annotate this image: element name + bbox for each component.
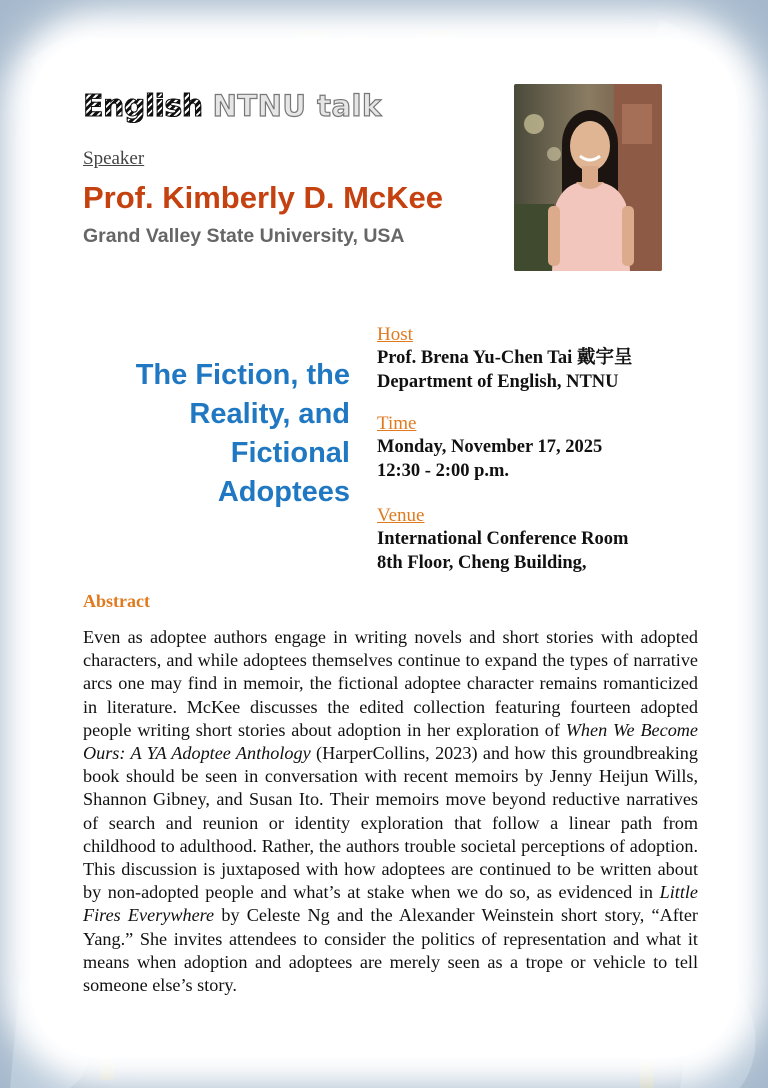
logo-ntnu-talk-word: NTNU talk [212, 89, 382, 123]
speaker-name: Prof. Kimberly D. McKee [83, 180, 444, 215]
host-department: Department of English, NTNU [377, 372, 619, 392]
abstract-text [83, 626, 698, 997]
time-label: Time [377, 413, 417, 434]
time-date: Monday, November 17, 2025 [377, 437, 603, 457]
talk-title-line: Reality, and [189, 398, 350, 430]
speaker-label: Speaker [83, 148, 145, 169]
talk-title-line: Fictional [230, 437, 350, 469]
venue-room: International Conference Room [377, 529, 629, 549]
logo-english-word: English [83, 88, 203, 124]
abstract-part-2: (HarperCollins, 2023) and how this groundbreaking book should be seen in conversation with recent memoirs by Jenny Heijun Wills, Shannon Gibney, and Susan Ito. Their memoirs move beyond reductive narratives of search and reunion or identity exploration that follow a linear path from childhood to adulthood. Rather, the authors trouble societal perceptions of adoption. This discussion is juxtaposed with how adoptees are continued to be written about by non-adopted people and what’s at stake when we do so, as evidenced in [83, 743, 698, 903]
english-ntnu-talk-logo [83, 86, 382, 126]
venue-building: 8th Floor, Cheng Building, [377, 553, 587, 573]
venue-section [377, 505, 628, 575]
time-hours: 12:30 - 2:00 p.m. [377, 461, 510, 481]
time-section [377, 413, 602, 483]
speaker-photo [514, 84, 662, 271]
host-name: Prof. Brena Yu-Chen Tai 戴宇呈 [377, 348, 633, 368]
book-title-little-fires-everywhere: Little Fires Everywhere [83, 882, 698, 926]
talk-title-line: The Fiction, the [135, 359, 350, 391]
host-label: Host [377, 324, 413, 345]
abstract-part-3: by Celeste Ng and the Alexander Weinstein short story, “After Yang.” She invites attendees to consider the politics of representation and what it means when adoption and adoptees are merely seen as a trope or vehicle to tell someone else’s story. [83, 905, 698, 996]
abstract-label: Abstract [83, 591, 150, 611]
talk-title [82, 356, 350, 512]
abstract-part-1: Even as adoptee authors engage in writing novels and short stories with adopted characters, and while adoptees themselves continue to expand the types of narrative arcs one may find in memoir, the fictional adoptee character remains romanticized in literature. McKee discusses the edited collection featuring fourteen adopted people writing short stories about adoption in her exploration of [83, 627, 698, 740]
venue-label: Venue [377, 505, 425, 526]
host-section [377, 324, 632, 394]
speaker-affiliation: Grand Valley State University, USA [83, 225, 405, 247]
book-title-when-we-become-ours: When We Become Ours: A YA Adoptee Anthology [83, 719, 698, 764]
speaker-portrait-illustration [514, 84, 662, 271]
talk-title-line: Adoptees [217, 476, 350, 508]
